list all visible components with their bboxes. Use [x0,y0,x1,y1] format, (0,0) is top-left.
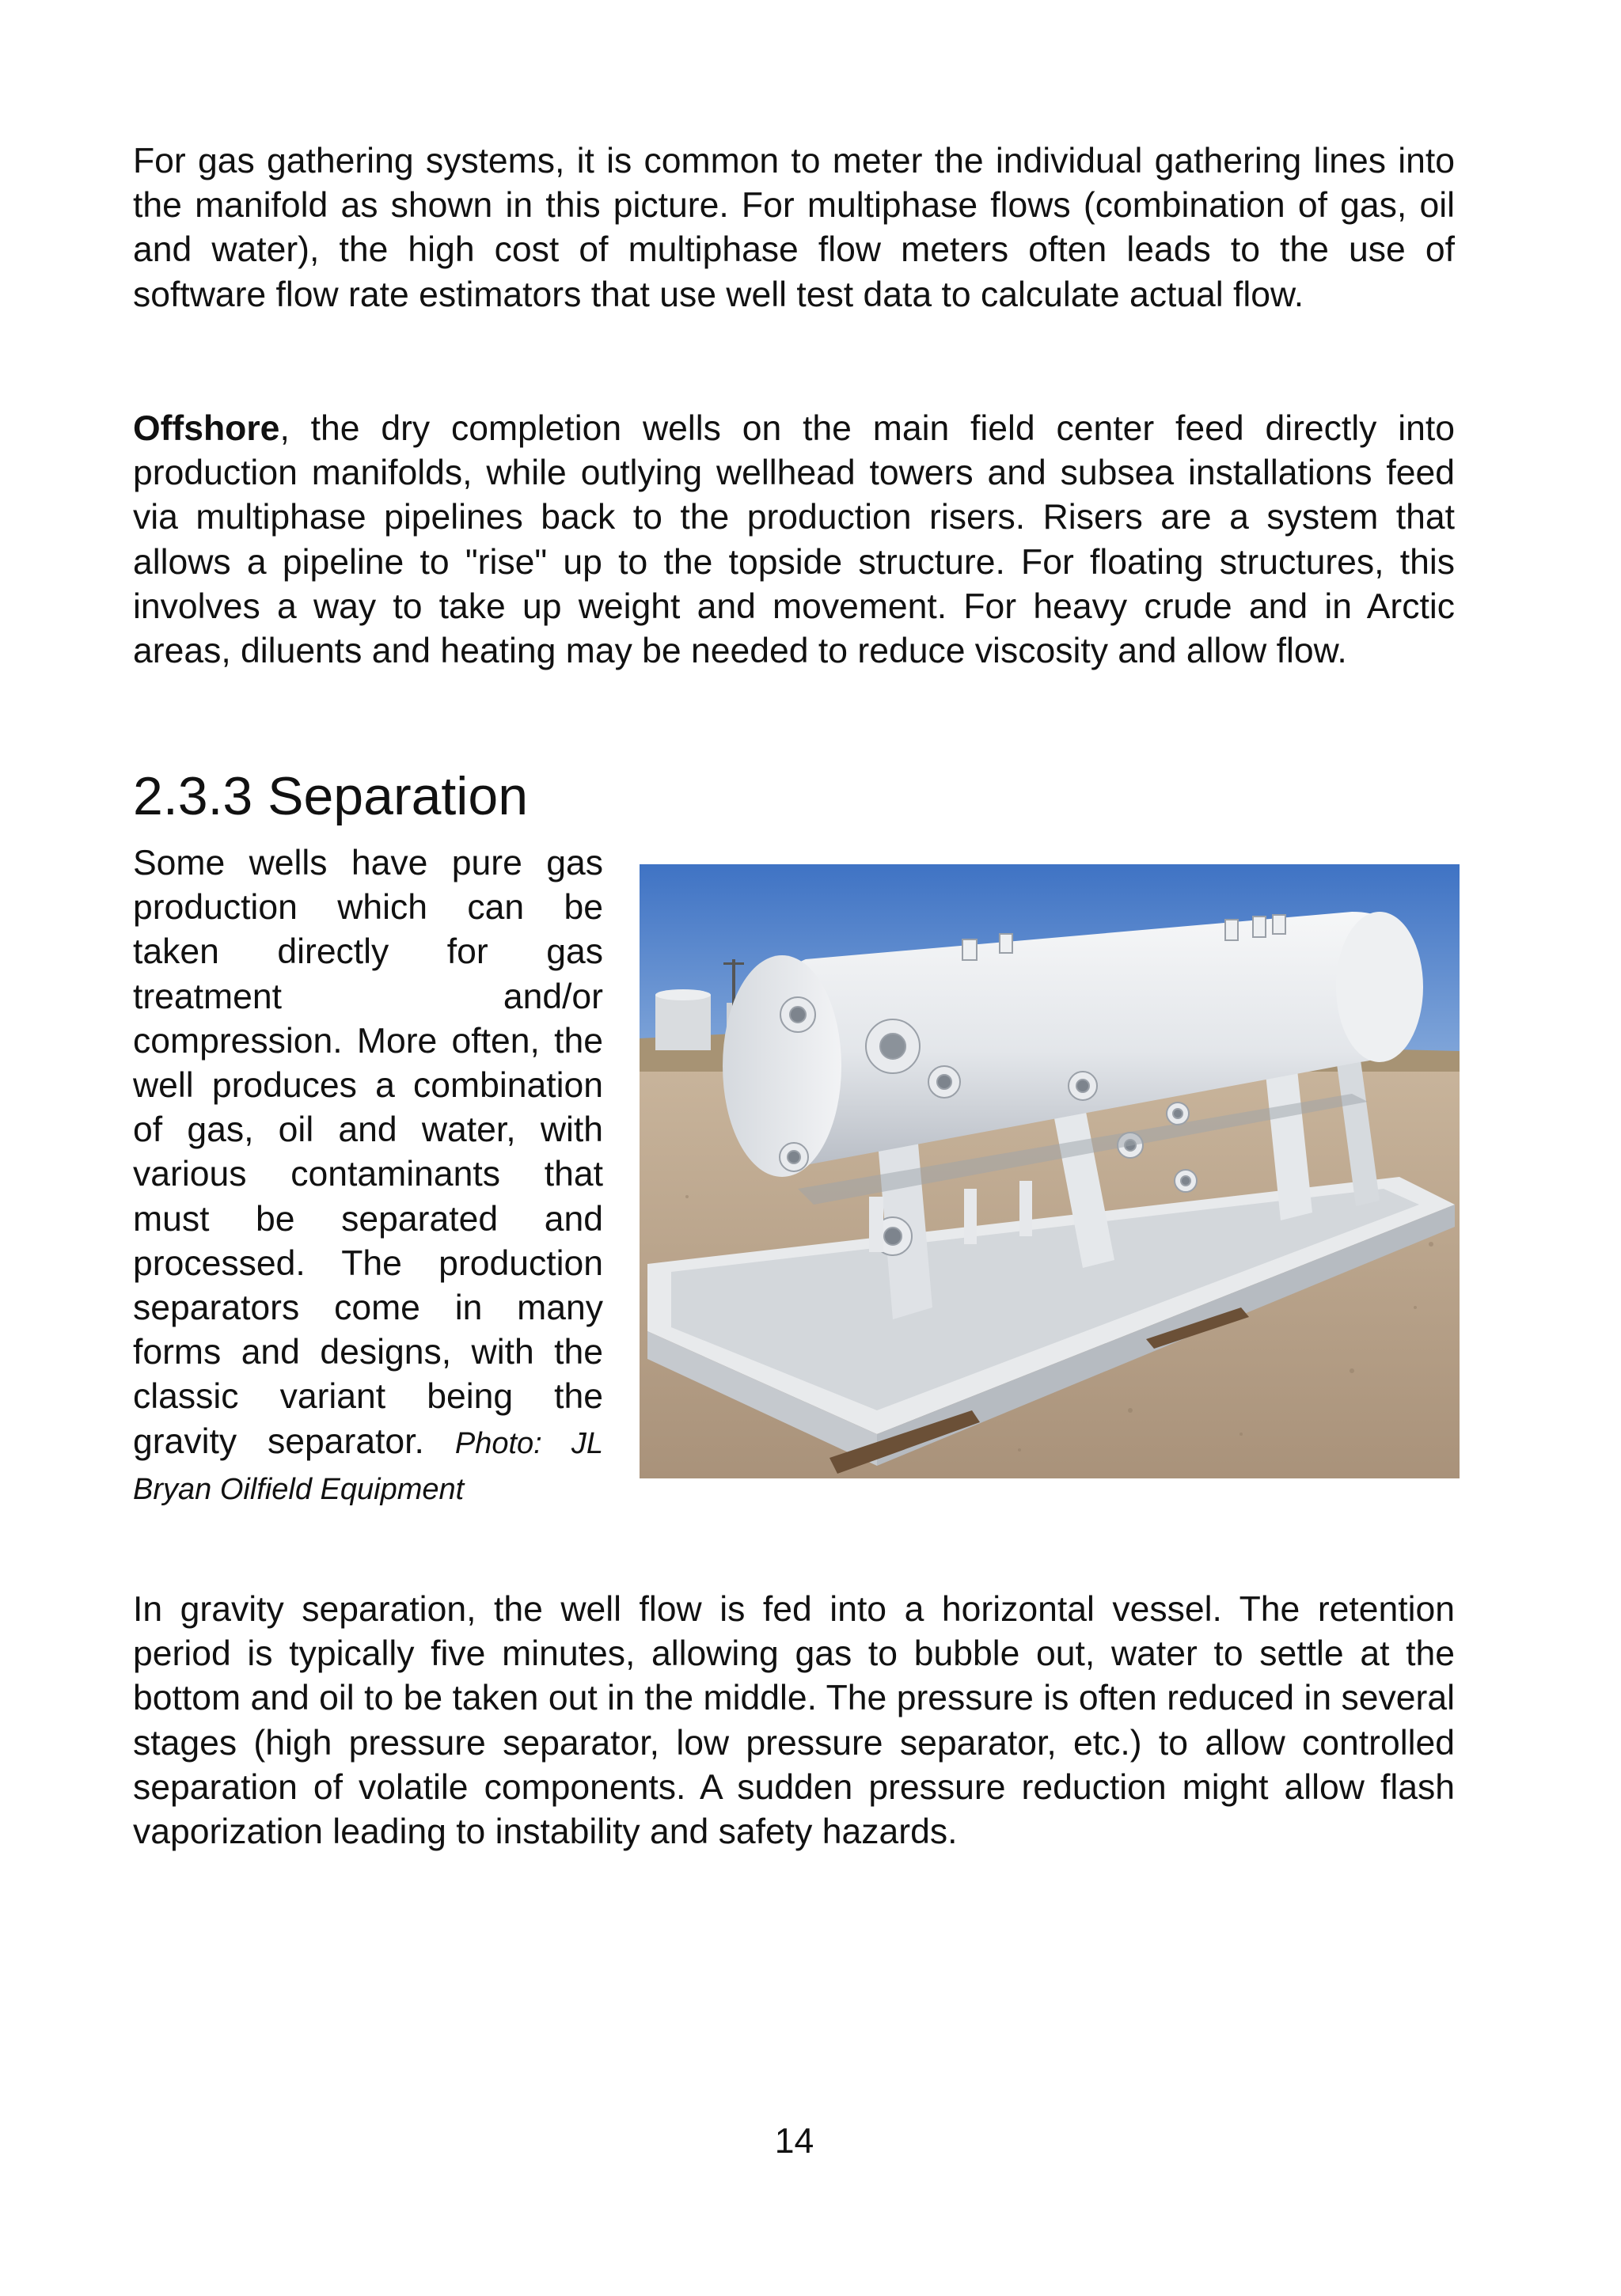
separation-intro-text [133,841,603,1512]
page-number: 14 [774,2122,814,2161]
offshore-lead-word: Offshore [133,409,280,448]
section-heading: 2.3.3 Separation [133,766,529,826]
paragraph-gravity-separation: In gravity separation, the well flow is fed into a horizontal vessel. The retention period is typically five minutes, allowing gas to bubble out, water to settle at the bottom and oil to be taken out in the middle. The pressure is often reduced in several stages (high pressure separator, low pressure separator, etc.) to allow controlled separation of volatile components. A sudden pressure reduction might allow flash vaporization leading to instability and safety hazards. [133,1590,1455,1852]
paragraph-gas-gathering: For gas gathering systems, it is common to meter the individual gathering lines into the manifold as shown in this picture. For multiphase flows (combination of gas, oil and water), the high cost of multiphase flow meters often leads to the use of software flow rate estimators that use well test data to calculate actual flow. [133,142,1455,314]
paragraph-offshore [133,407,1455,674]
offshore-text: , the dry completion wells on the main field center feed directly into production manifolds, while outlying wellhead towers and subsea installations feed via multiphase pipelines back to the production risers. Risers are a system that allows a pipeline to "rise" up to the topside structure. For floating structures, this involves a way to take up weight and movement. For heavy crude and in Arctic areas, diluents and heating may be needed to reduce viscosity and allow flow. [133,409,1455,671]
separation-intro-body: Some wells have pure gas production which can be taken directly for gas treatment and/or compression. More often, the well produces a combination of gas, oil and water, with various contaminants that must be separated and processed. The production separators come in many forms and designs, with the classic variant being the gravity separator. [133,844,603,1461]
gravity-separator-icon [640,864,1460,1478]
separator-photo [640,864,1460,1478]
photo-credit: Photo: JL Bryan Oilfield Equipment [133,1426,603,1506]
